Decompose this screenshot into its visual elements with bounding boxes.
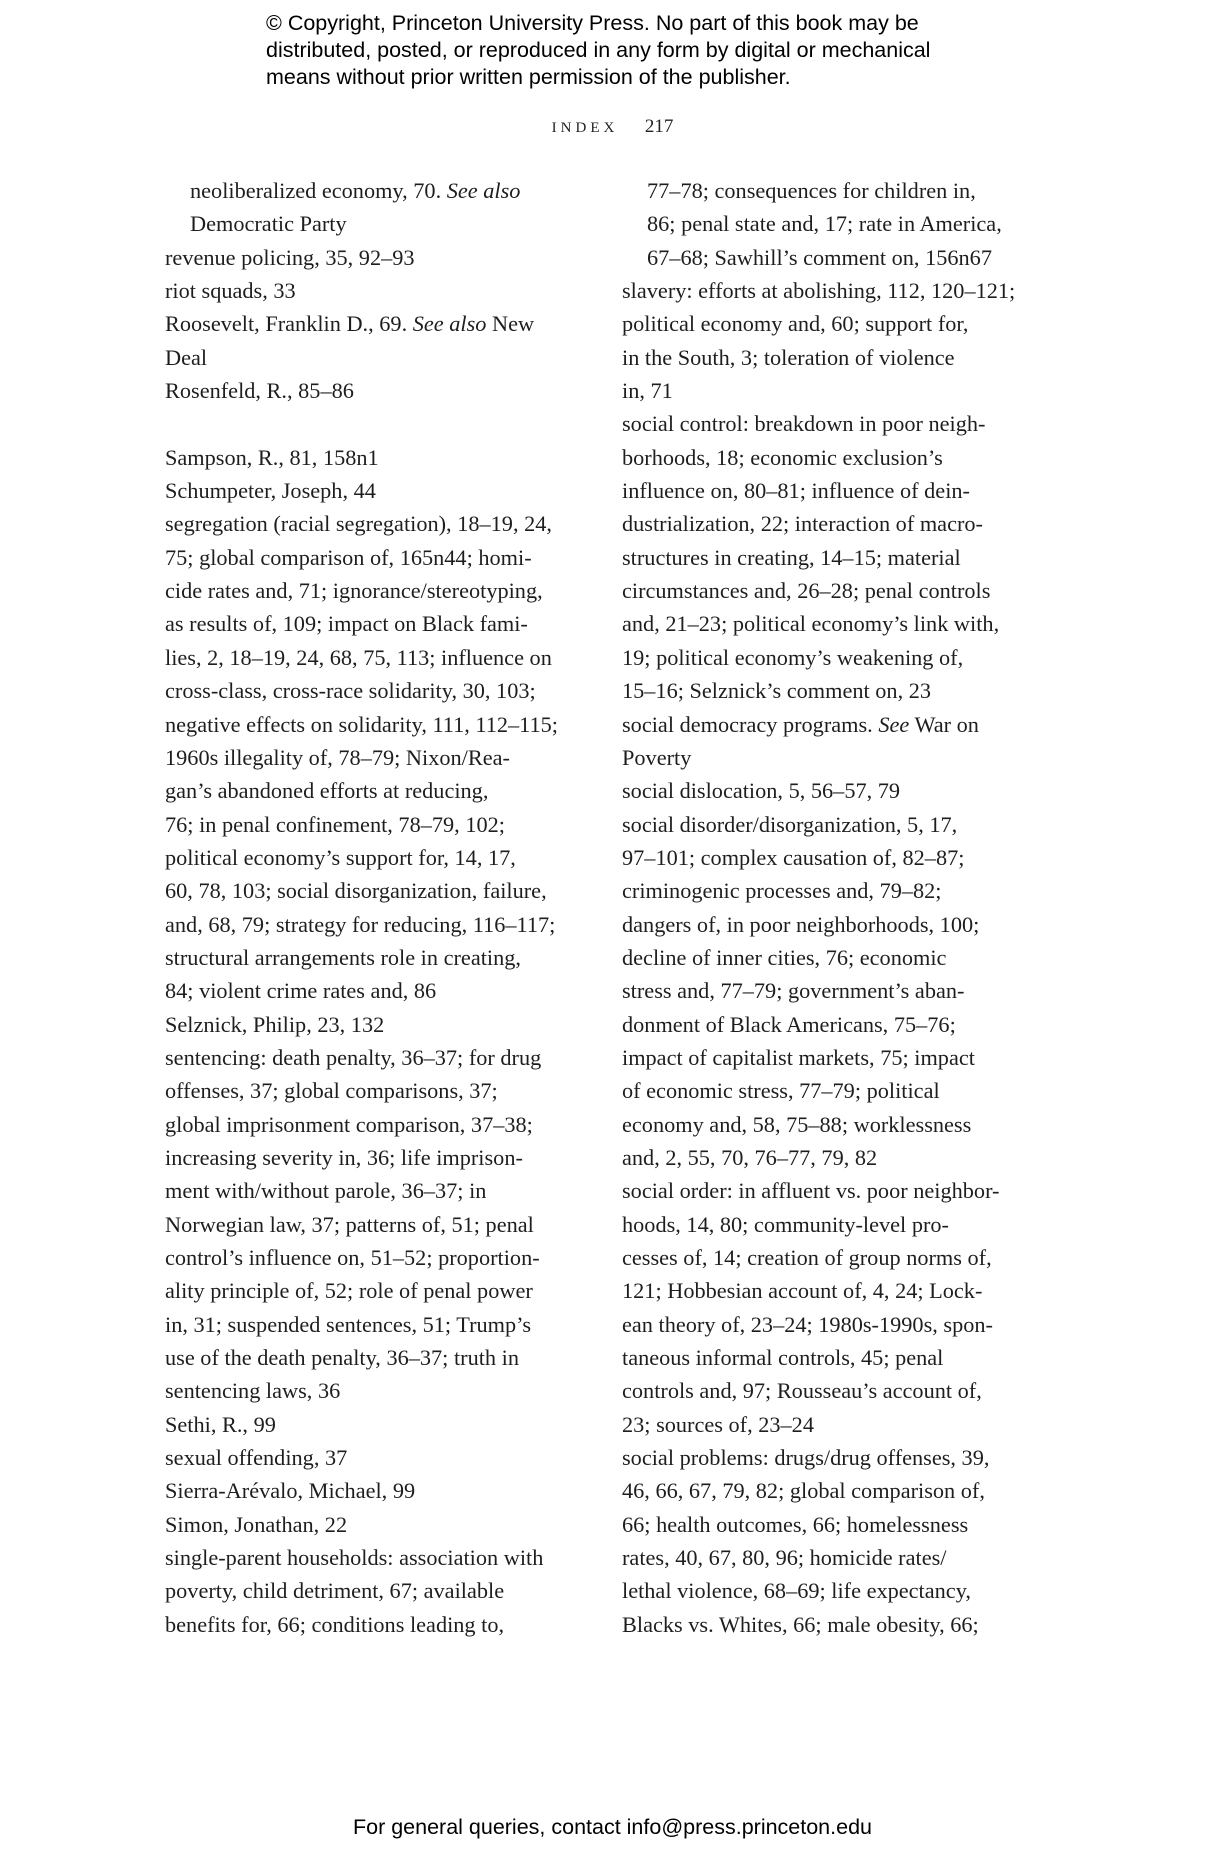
index-line <box>190 174 595 207</box>
index-text: and, 21–23; political economy’s link with, <box>622 611 1000 637</box>
index-line <box>622 1008 1062 1041</box>
index-line <box>165 708 595 741</box>
index-line <box>622 874 1062 907</box>
index-text: control’s influence on, 51–52; proportion- <box>165 1245 540 1270</box>
index-text: Schumpeter, Joseph, 44 <box>165 478 376 504</box>
index-text: 75; global comparison of, 165n44; homi- <box>165 544 532 570</box>
index-text: 84; violent crime rates and, 86 <box>165 978 437 1004</box>
index-text: ality principle of, 52; role of penal power <box>165 1278 533 1304</box>
index-line <box>622 307 1062 340</box>
index-text: revenue policing, 35, 92–93 <box>165 244 415 270</box>
index-column-left <box>165 174 595 1641</box>
index-entry-continued <box>165 174 595 241</box>
index-line <box>622 1574 1062 1607</box>
index-text: hoods, 14, 80; community-level pro- <box>622 1211 949 1237</box>
index-entry <box>165 274 595 307</box>
index-line <box>165 1574 595 1607</box>
index-line <box>165 1274 595 1307</box>
index-line <box>165 341 595 374</box>
page-number: 217 <box>644 116 674 137</box>
index-line <box>622 607 1062 640</box>
index-text: sexual offending, 37 <box>165 1445 348 1471</box>
index-line <box>622 741 1062 774</box>
index-text: Sierra-Arévalo, Michael, 99 <box>165 1478 416 1504</box>
index-text: controls and, 97; Rousseau’s account of, <box>622 1378 982 1404</box>
index-entry <box>165 474 595 507</box>
index-text: dangers of, in poor neighborhoods, 100; <box>622 911 980 937</box>
index-line <box>165 841 595 874</box>
index-line <box>165 808 595 841</box>
index-line <box>165 1174 595 1207</box>
index-text: segregation (racial segregation), 18–19, 24, <box>165 511 552 537</box>
index-text: offenses, 37; global comparisons, 37; <box>165 1078 498 1104</box>
index-text: 76; in penal confinement, 78–79, 102; <box>165 811 505 837</box>
index-text: cross-class, cross-race solidarity, 30, 103; <box>165 678 536 704</box>
index-text: ment with/without parole, 36–37; in <box>165 1178 487 1204</box>
index-text: 121; Hobbesian account of, 4, 24; Lock- <box>622 1278 983 1304</box>
index-line <box>622 1108 1062 1141</box>
index-line <box>622 708 1062 741</box>
index-entry <box>622 1174 1062 1441</box>
index-text: in, 71 <box>622 378 673 404</box>
index-text: dustrialization, 22; interaction of macro- <box>622 511 983 537</box>
index-text: decline of inner cities, 76; economic <box>622 944 947 970</box>
copyright-notice-line: distributed, posted, or reproduced in any form by digital or mechanical <box>266 38 931 62</box>
index-text: Norwegian law, 37; patterns of, 51; penal <box>165 1211 534 1237</box>
index-text: 86; penal state and, 17; rate in America, <box>647 211 1002 237</box>
index-line <box>165 974 595 1007</box>
copyright-notice <box>266 10 986 91</box>
index-line <box>165 1374 595 1407</box>
index-line <box>622 474 1062 507</box>
index-entry <box>165 1441 595 1474</box>
index-text: global imprisonment comparison, 37–38; <box>165 1111 533 1137</box>
index-line <box>622 1408 1062 1441</box>
index-text: in the South, 3; toleration of violence <box>622 344 955 370</box>
index-text: political economy and, 60; support for, <box>622 311 969 337</box>
index-line <box>622 274 1062 307</box>
index-entry <box>165 441 595 474</box>
index-line <box>165 241 595 274</box>
index-line <box>165 1141 595 1174</box>
index-line <box>165 874 595 907</box>
index-line <box>622 374 1062 407</box>
index-text: Deal <box>165 344 208 370</box>
index-text: benefits for, 66; conditions leading to, <box>165 1611 505 1637</box>
index-line <box>165 908 595 941</box>
index-text: 1960s illegality of, 78–79; Nixon/Rea- <box>165 744 510 770</box>
index-entry <box>165 1474 595 1507</box>
index-line <box>622 941 1062 974</box>
index-line <box>647 207 1062 240</box>
index-text: Rosenfeld, R., 85–86 <box>165 378 354 404</box>
index-line <box>165 941 595 974</box>
index-line <box>165 507 595 540</box>
index-text: New <box>486 311 535 337</box>
index-text: Selznick, Philip, 23, 132 <box>165 1011 385 1037</box>
index-line <box>165 1241 595 1274</box>
cross-reference-label: See also <box>446 178 521 203</box>
index-line <box>165 1474 595 1507</box>
index-text: gan’s abandoned efforts at reducing, <box>165 778 489 804</box>
index-line <box>165 1441 595 1474</box>
index-text: 60, 78, 103; social disorganization, failure, <box>165 878 547 904</box>
index-line <box>622 341 1062 374</box>
index-text: 15–16; Selznick’s comment on, 23 <box>622 678 932 704</box>
index-entry <box>165 374 595 407</box>
index-text: impact of capitalist markets, 75; impact <box>622 1044 975 1070</box>
index-line <box>165 1041 595 1074</box>
index-text: Simon, Jonathan, 22 <box>165 1511 348 1537</box>
index-line <box>165 607 595 640</box>
index-text: social democracy programs. <box>622 711 879 737</box>
index-line <box>622 441 1062 474</box>
index-line <box>622 841 1062 874</box>
index-text: cide rates and, 71; ignorance/stereotyping, <box>165 578 543 604</box>
index-entry <box>622 774 1062 807</box>
index-line <box>622 1541 1062 1574</box>
index-line <box>190 207 595 240</box>
index-text: poverty, child detriment, 67; available <box>165 1578 505 1604</box>
index-line <box>165 774 595 807</box>
index-text: Roosevelt, Franklin D., 69. <box>165 311 413 337</box>
index-line <box>165 274 595 307</box>
running-head-section: index <box>551 113 619 137</box>
index-text: social control: breakdown in poor neigh- <box>622 411 986 437</box>
index-line <box>622 507 1062 540</box>
index-line <box>165 741 595 774</box>
index-text: criminogenic processes and, 79–82; <box>622 878 942 904</box>
index-line <box>622 1208 1062 1241</box>
index-text: political economy’s support for, 14, 17, <box>165 844 516 870</box>
index-text: slavery: efforts at abolishing, 112, 120–121; <box>622 278 1016 304</box>
index-entry <box>622 1441 1062 1641</box>
index-text: Democratic Party <box>190 211 347 237</box>
index-entry <box>622 274 1062 407</box>
index-text: structural arrangements role in creating, <box>165 944 521 970</box>
index-line <box>622 1508 1062 1541</box>
index-line <box>622 574 1062 607</box>
index-text: rates, 40, 67, 80, 96; homicide rates/ <box>622 1545 947 1571</box>
index-line <box>165 1341 595 1374</box>
index-text: donment of Black Americans, 75–76; <box>622 1011 956 1037</box>
index-line <box>622 1141 1062 1174</box>
cross-reference-label: See <box>878 711 910 737</box>
index-entry <box>165 1408 595 1441</box>
index-line <box>622 908 1062 941</box>
index-text: sentencing: death penalty, 36–37; for drug <box>165 1044 542 1070</box>
index-text: taneous informal controls, 45; penal <box>622 1345 944 1371</box>
index-line <box>165 441 595 474</box>
index-text: stress and, 77–79; government’s aban- <box>622 978 965 1004</box>
index-line <box>165 1408 595 1441</box>
index-line <box>165 374 595 407</box>
index-line <box>165 1074 595 1107</box>
index-text: structures in creating, 14–15; material <box>622 544 961 570</box>
index-line <box>622 1474 1062 1507</box>
index-entry <box>165 1508 595 1541</box>
index-line <box>165 1108 595 1141</box>
index-text: and, 68, 79; strategy for reducing, 116–117; <box>165 911 556 937</box>
index-line <box>622 1274 1062 1307</box>
index-line <box>165 1308 595 1341</box>
index-text: cesses of, 14; creation of group norms of, <box>622 1245 992 1270</box>
index-line <box>165 307 595 340</box>
index-line <box>165 641 595 674</box>
index-line <box>165 1508 595 1541</box>
index-line <box>165 1541 595 1574</box>
index-entry <box>165 307 595 374</box>
index-text: lies, 2, 18–19, 24, 68, 75, 113; influence on <box>165 644 552 670</box>
cross-reference-label: See also <box>412 311 487 337</box>
index-text: 46, 66, 67, 79, 82; global comparison of, <box>622 1478 985 1504</box>
index-line <box>622 774 1062 807</box>
index-text: in, 31; suspended sentences, 51; Trump’s <box>165 1311 532 1337</box>
index-text: influence on, 80–81; influence of dein- <box>622 478 970 504</box>
index-entry <box>622 708 1062 775</box>
index-entry <box>165 507 595 1007</box>
index-text: riot squads, 33 <box>165 278 296 304</box>
index-text: 23; sources of, 23–24 <box>622 1411 814 1437</box>
index-line <box>622 1241 1062 1274</box>
index-line <box>622 674 1062 707</box>
copyright-notice-line: © Copyright, Princeton University Press. No part of this book may be <box>266 11 919 35</box>
index-text: 77–78; consequences for children in, <box>647 178 976 203</box>
index-line <box>165 1208 595 1241</box>
index-line <box>165 541 595 574</box>
index-text: social order: in affluent vs. poor neighbor- <box>622 1178 1000 1204</box>
copyright-notice-line: means without prior written permission of the publisher. <box>266 65 791 89</box>
index-line <box>165 1608 595 1641</box>
index-text: 19; political economy’s weakening of, <box>622 644 964 670</box>
index-line <box>647 241 1062 274</box>
index-text: social dislocation, 5, 56–57, 79 <box>622 778 901 804</box>
index-line <box>622 974 1062 1007</box>
index-entry <box>165 241 595 274</box>
index-line <box>622 1441 1062 1474</box>
index-entry <box>165 1041 595 1408</box>
index-line <box>622 407 1062 440</box>
index-line <box>622 808 1062 841</box>
index-line <box>165 474 595 507</box>
index-line <box>622 1308 1062 1341</box>
index-line <box>622 1341 1062 1374</box>
index-text: ean theory of, 23–24; 1980s-1990s, spon- <box>622 1311 993 1337</box>
index-line <box>622 641 1062 674</box>
index-line <box>647 174 1062 207</box>
index-text: Sampson, R., 81, 158n1 <box>165 444 379 470</box>
index-text: 66; health outcomes, 66; homelessness <box>622 1511 969 1537</box>
footer-contact: For general queries, contact info@press.princeton.edu <box>352 1815 872 1839</box>
index-line <box>622 1041 1062 1074</box>
index-line <box>622 1074 1062 1107</box>
index-text: negative effects on solidarity, 111, 112–115; <box>165 711 558 737</box>
index-line <box>165 674 595 707</box>
index-text: social problems: drugs/drug offenses, 39, <box>622 1445 990 1471</box>
index-text: War on <box>909 711 979 737</box>
index-text: Poverty <box>622 744 692 770</box>
index-line <box>622 1608 1062 1641</box>
index-text: 97–101; complex causation of, 82–87; <box>622 844 965 870</box>
index-line <box>165 574 595 607</box>
index-entry-continued <box>622 174 1062 274</box>
index-text: economy and, 58, 75–88; worklessness <box>622 1111 972 1137</box>
index-entry <box>622 407 1062 707</box>
index-text: borhoods, 18; economic exclusion’s <box>622 444 943 470</box>
index-text: use of the death penalty, 36–37; truth in <box>165 1345 519 1371</box>
index-line <box>622 541 1062 574</box>
index-entry <box>165 1541 595 1641</box>
index-entry <box>622 808 1062 1175</box>
index-text: Blacks vs. Whites, 66; male obesity, 66; <box>622 1611 979 1637</box>
index-text: Sethi, R., 99 <box>165 1411 276 1437</box>
index-line <box>622 1374 1062 1407</box>
index-text: circumstances and, 26–28; penal controls <box>622 578 991 604</box>
index-text: increasing severity in, 36; life imprison- <box>165 1144 523 1170</box>
index-column-right <box>622 174 1062 1641</box>
index-entry <box>165 1008 595 1041</box>
index-text: lethal violence, 68–69; life expectancy, <box>622 1578 971 1604</box>
index-text: social disorder/disorganization, 5, 17, <box>622 811 958 837</box>
running-head <box>0 113 1225 138</box>
index-text: as results of, 109; impact on Black fami- <box>165 611 528 637</box>
index-text: sentencing laws, 36 <box>165 1378 341 1404</box>
index-line <box>622 1174 1062 1207</box>
index-text: 67–68; Sawhill’s comment on, 156n67 <box>647 244 992 270</box>
index-text: single-parent households: association with <box>165 1545 544 1571</box>
index-text: of economic stress, 77–79; political <box>622 1078 940 1104</box>
index-line <box>165 1008 595 1041</box>
index-text: and, 2, 55, 70, 76–77, 79, 82 <box>622 1144 878 1170</box>
index-text: neoliberalized economy, 70. <box>190 178 447 203</box>
